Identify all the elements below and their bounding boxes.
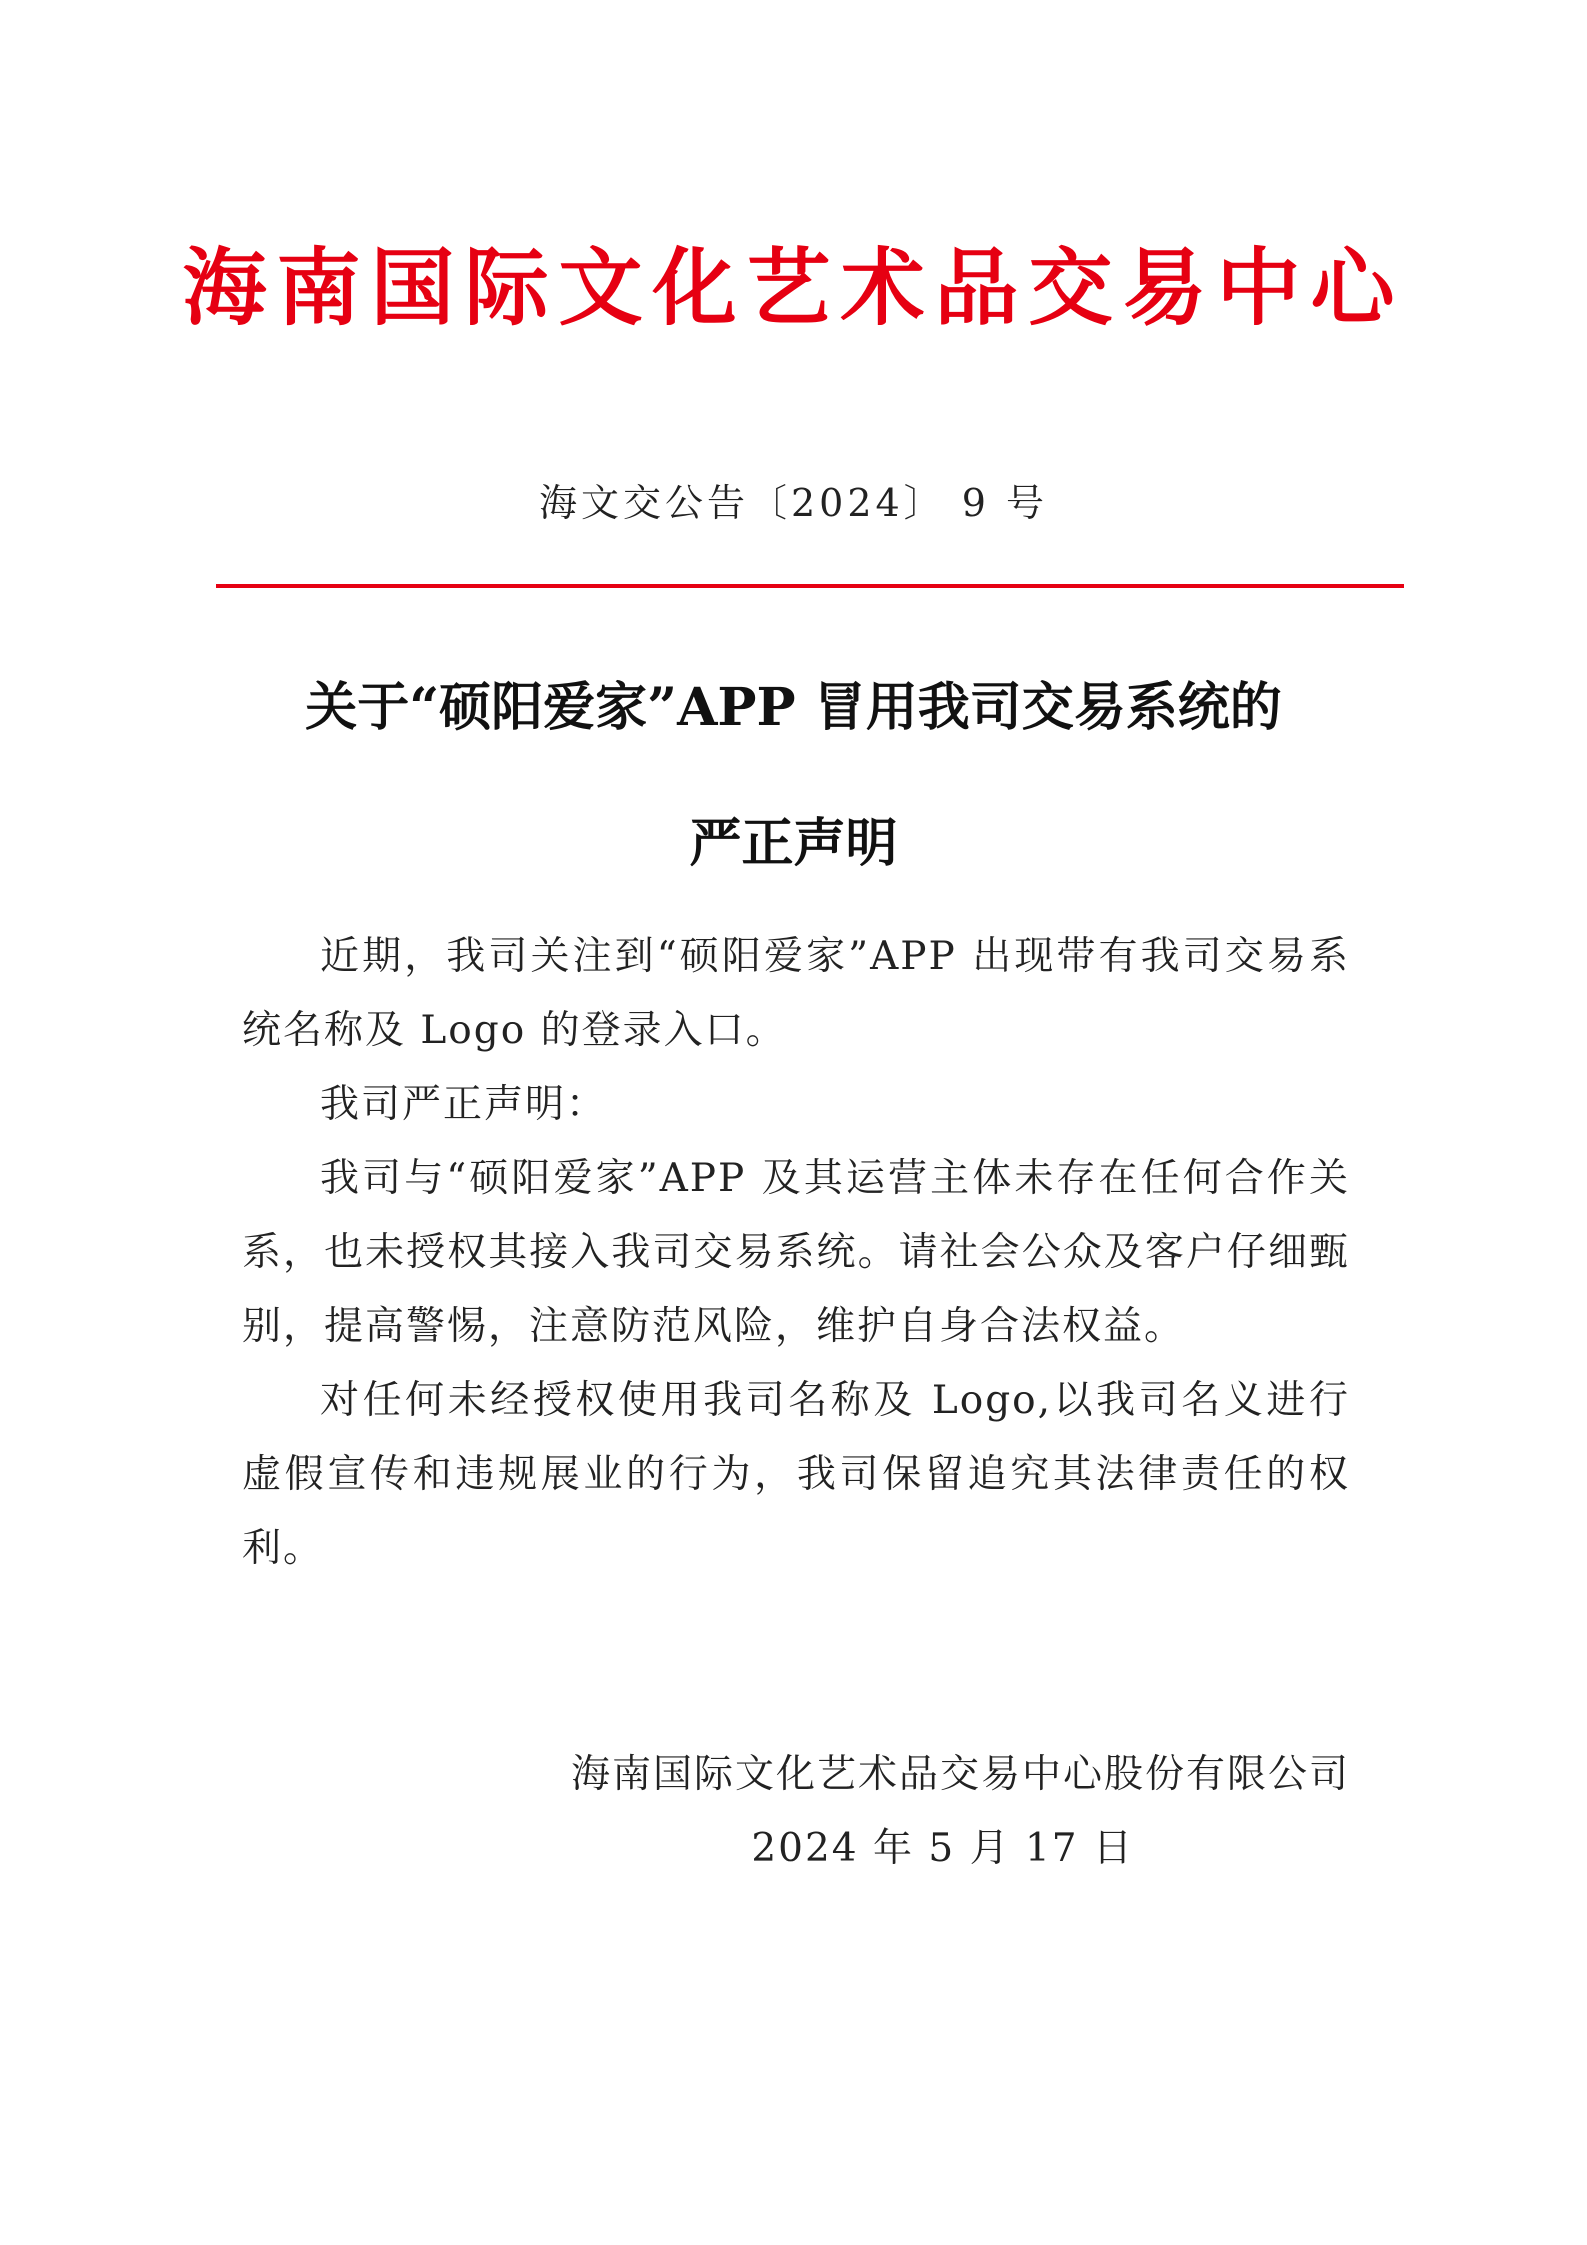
paragraph-1: 近期，我司关注到“硕阳爱家”APP 出现带有我司交易系统名称及 Logo 的登录入口。: [242, 934, 1350, 1053]
document-number: 海文交公告〔2024〕 9 号: [538, 481, 1049, 525]
paragraph-4: 对任何未经授权使用我司名称及 Logo,以我司名义进行虚假宣传和违规展业的行为，我司保留追究其法律责任的权利。: [242, 1378, 1350, 1571]
document-body: [242, 920, 1350, 1586]
title-line-1: 关于“硕阳爱家”APP 冒用我司交易系统的: [305, 677, 1282, 738]
document-title: [216, 640, 1371, 912]
signature-organization: 海南国际文化艺术品交易中心股份有限公司: [570, 1752, 1350, 1797]
paragraph-2: 我司严正声明：: [320, 1082, 608, 1127]
title-line-2: 严正声明: [689, 813, 898, 874]
paragraph-3: 我司与“硕阳爱家”APP 及其运营主体未存在任何合作关系，也未授权其接入我司交易系统。请社会公众及客户仔细甄别，提高警惕，注意防范风险，维护自身合法权益。: [242, 1156, 1350, 1349]
masthead-organization: 海南国际文化艺术品交易中心: [182, 239, 1405, 337]
signature-date: 2024 年 5 月 17 日: [751, 1826, 1134, 1871]
red-divider: [216, 584, 1404, 588]
